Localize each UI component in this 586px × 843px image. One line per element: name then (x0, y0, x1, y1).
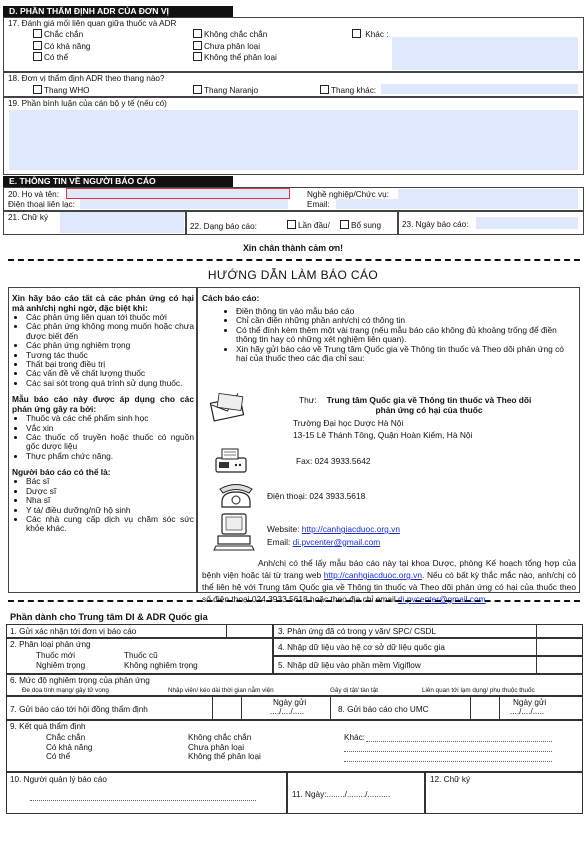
row-9-label: 9. Kết quả thẩm định (10, 722, 86, 731)
website-row (267, 524, 400, 534)
email-link[interactable]: di.pvcenter@gmail.com (292, 537, 381, 547)
date-label: 23. Ngày báo cáo: (402, 220, 469, 229)
row-1-check[interactable] (226, 624, 273, 638)
q17-other[interactable]: Khác : (352, 29, 389, 39)
row-8-label: 8. Gửi báo cáo cho UMC (338, 705, 429, 714)
row-3-label: 3. Phản ứng đã có trong y văn/ SPC/ CSDL (278, 627, 436, 636)
row-9-col1 (46, 733, 92, 762)
row-2-serious[interactable]: Nghiêm trọng (36, 661, 86, 670)
left-list-2 (12, 414, 194, 461)
q17-options-col1 (33, 29, 90, 64)
q18-naranjo[interactable]: Thang Naranjo (193, 85, 258, 95)
list-item: • Các thuốc cổ truyền hoặc thuốc có nguồn gốc dược liệu (26, 433, 194, 452)
list-item: • Xin hãy gửi báo cáo về Trung tâm Quốc gia về Thông tin thuốc và Theo dõi phản ứng có hại của thuốc theo các địa chỉ sau: (236, 345, 576, 364)
row-9-option[interactable]: Có thể (46, 752, 71, 761)
guide-right (202, 293, 576, 363)
row-6-option[interactable]: Nhập viện/ kéo dài thời gian nằm viện (168, 687, 274, 694)
list-item: • Bác sĩ (26, 477, 194, 486)
row-9-option[interactable]: Không chắc chắn (188, 733, 252, 742)
computer-icon (212, 512, 256, 552)
paragraph-email-link[interactable]: di.pvcenter@gmail.com (398, 594, 486, 604)
q17-option[interactable]: Chưa phân loại (193, 41, 277, 53)
list-item: • Chỉ cần điền những phần anh/chị có thông tin (236, 316, 576, 325)
q17-other-field[interactable] (392, 37, 578, 70)
job-field[interactable] (398, 189, 578, 199)
list-item: • Vắc xin (26, 424, 194, 433)
row-3-check[interactable] (536, 624, 583, 638)
row-10-label: 10. Người quản lý báo cáo (10, 775, 107, 784)
row-5-label: 5. Nhập dữ liệu vào phần mềm Vigiflow (278, 661, 421, 670)
row-7-8-divider (330, 696, 331, 720)
q17-option[interactable]: Không thể phân loại (193, 52, 277, 64)
guide-left (12, 293, 194, 534)
q17-option[interactable]: Không chắc chắn (193, 29, 277, 41)
center-title: Phần dành cho Trung tâm DI & ADR Quốc gia (10, 612, 208, 622)
thanks: Xin chân thành cảm ơn! (242, 243, 344, 253)
fax-icon (212, 446, 250, 476)
list-item: • Y tá/ điều dưỡng/nữ hộ sinh (26, 506, 194, 515)
date-field[interactable] (476, 217, 578, 229)
list-item: • Có thể đính kèm thêm một vài trang (nếu mẫu báo cáo không đủ khoảng trống để điền thông tin hay có những xét nghiệm liên quan). (236, 326, 576, 345)
row-9-option[interactable]: Chắc chắn (46, 733, 86, 742)
website-link[interactable]: http://canhgiacduoc.org.vn (301, 524, 401, 534)
q17-option[interactable]: Có thể (33, 52, 90, 64)
row-6-option[interactable]: Liên quan tới lạm dụng/ phụ thuộc thuốc (422, 687, 535, 694)
left-heading-2: Mẫu báo cáo này được áp dụng cho các phản ứng gây ra bởi: (12, 394, 194, 415)
q18-who[interactable]: Thang WHO (33, 85, 90, 95)
list-item: • Thất bại trong điều trị (26, 360, 194, 369)
list-item: • Nha sĩ (26, 496, 194, 505)
name-label: 20. Họ và tên: (8, 190, 59, 199)
row-9-option[interactable]: Có khả năng (46, 742, 93, 752)
row-2-not-serious[interactable]: Không nghiêm trọng (124, 661, 198, 670)
q18-other[interactable]: Thang khác: (320, 85, 376, 95)
row-9-option[interactable]: Không thể phân loại (188, 752, 261, 761)
left-list-1 (12, 313, 194, 388)
row-11-label[interactable]: 11. Ngày:......../......../.......... (292, 790, 391, 799)
list-item: • Các nhà cung cấp dịch vụ chăm sóc sức khỏe khác. (26, 515, 194, 534)
right-heading: Cách báo cáo: (202, 293, 260, 303)
row-6-label: 6. Mức độ nghiêm trọng của phản ứng (10, 676, 150, 685)
type-first[interactable]: Lần đầu/ (287, 220, 330, 230)
list-item: • Các vấn đề về chất lượng thuốc (26, 369, 194, 378)
envelope-icon (208, 392, 248, 422)
download-paragraph: Anh/chị có thể lấy mẫu báo cáo này tại khoa Dược, phòng Kế hoạch tổng hợp của bệnh viện hoặc tải từ trang web http://canhgiacduoc.org.vn. Nếu có bất kỳ thắc mắc nào, anh/chị có thể liên hệ với Trung tâm Quốc gia về Thông tin thuốc và Theo dõi phản ứng có hại của thuốc theo số điện thoại 024 3933 5618 hoặc theo địa chỉ email di.pvcenter@gmail.com. (202, 558, 576, 604)
q18-label: 18. Đơn vị thẩm định ADR theo thang nào? (8, 74, 165, 83)
row-9-col2 (188, 733, 261, 762)
list-item: • Dược sĩ (26, 487, 194, 496)
phone-number: Điện thoại: 024 3933.5618 (267, 491, 366, 501)
q19-label: 19. Phần bình luận của cán bộ y tế (nếu có) (8, 99, 167, 108)
row-9-other: Khác: (344, 733, 365, 742)
q18-other-field[interactable] (381, 84, 578, 94)
row-2-label: 2. Phân loại phản ứng (10, 640, 91, 649)
sign-field[interactable] (60, 212, 184, 233)
list-item: • Các phản ứng liên quan tới thuốc mới (26, 313, 194, 322)
left-heading-3: Người báo cáo có thể là: (12, 467, 111, 478)
row-2-new[interactable]: Thuốc mới (36, 651, 76, 660)
section-e-header: E. THÔNG TIN VỀ NGƯỜI BÁO CÁO (3, 176, 233, 187)
list-item: • Tương tác thuốc (26, 351, 194, 360)
list-item: • Các phản ứng không mong muốn hoặc chưa được biết đến (26, 322, 194, 341)
row-8-date-label: Ngày gửi (513, 698, 547, 707)
row-12-label: 12. Chữ ký (430, 775, 471, 784)
row-9-other-line[interactable] (344, 761, 552, 762)
website-label: Website: (267, 524, 300, 534)
row-9-box (6, 720, 583, 772)
row-4-check[interactable] (536, 638, 583, 656)
section-d-header: D. PHẦN THẨM ĐỊNH ADR CỦA ĐƠN VỊ (3, 6, 233, 17)
list-item: • Thuốc và các chế phẩm sinh học (26, 414, 194, 423)
row-4-label: 4. Nhập dữ liệu vào hệ cơ sở dữ liệu quốc gia (278, 643, 445, 652)
left-heading-1: Xin hãy báo cáo tất cả các phản ứng có hại mà anh/chị nghi ngờ, đặc biệt khi: (12, 293, 194, 313)
q19-comment-field[interactable] (9, 110, 578, 170)
mail-prefix: Thư: (299, 395, 317, 405)
list-item: • Thực phẩm chức năng. (26, 452, 194, 461)
email-row (267, 537, 380, 547)
list-item: • Điền thông tin vào mẫu báo cáo (236, 307, 576, 316)
q17-options-col2 (193, 29, 277, 64)
row-2-old[interactable]: Thuốc cũ (124, 651, 158, 660)
guide-title: HƯỚNG DẪN LÀM BÁO CÁO (207, 268, 379, 282)
row-8-date-value[interactable]: ..../..../..... (510, 707, 545, 716)
row-7-date-label: Ngày gửi (273, 698, 307, 707)
row-7-check[interactable] (212, 696, 242, 720)
row-1-label: 1. Gửi xác nhận tới đơn vị báo cáo (10, 627, 137, 636)
job-label: Nghề nghiệp/Chức vụ: (307, 190, 389, 199)
email-label: Email: (307, 200, 330, 209)
mail-org: Trung tâm Quốc gia về Thông tin thuốc và Theo dõi phản ứng có hại của thuốc (326, 395, 532, 415)
q17-label: 17. Đánh giá mối liên quan giữa thuốc và ADR (8, 19, 177, 28)
email-contact-label: Email: (267, 537, 291, 547)
row-9-other-line[interactable] (344, 751, 552, 752)
row-7-date-value[interactable]: ..../..../..... (270, 707, 305, 716)
list-item: • Các phản ứng nghiêm trọng (26, 341, 194, 350)
list-item: • Các sai sót trong quá trình sử dụng thuốc. (26, 379, 194, 388)
right-list (202, 307, 576, 363)
paragraph-website-link[interactable]: http://canhgiacduoc.org.vn (323, 570, 423, 580)
phone-field[interactable] (80, 199, 288, 209)
type-extra[interactable]: Bổ sung (340, 220, 381, 230)
row-9-option[interactable]: Chưa phân loại (188, 742, 245, 752)
mail-school: Trường Đại học Dược Hà Nội (293, 418, 404, 428)
row-5-check[interactable] (536, 656, 583, 674)
divider (8, 600, 580, 602)
divider (8, 259, 580, 261)
mail-address: 13-15 Lê Thánh Tông, Quận Hoàn Kiếm, Hà Nội (293, 430, 473, 440)
phone-label: Điện thoại liên lạc: (8, 200, 75, 209)
telephone-icon (218, 480, 254, 510)
row-8-check[interactable] (470, 696, 500, 720)
email-field[interactable] (336, 199, 578, 209)
row-6-option[interactable]: Gây dị tật/ tàn tật (330, 687, 378, 694)
row-10-line[interactable] (30, 800, 256, 801)
sign-label: 21. Chữ ký (8, 213, 49, 222)
q17-option[interactable]: Chắc chắn (33, 29, 90, 41)
row-9-other-line[interactable] (366, 741, 552, 742)
row-6-option[interactable]: Đe dọa tính mạng/ gây tử vong (22, 687, 109, 694)
row-7-label: 7. Gửi báo cáo tới hội đồng thẩm định (10, 705, 148, 714)
left-list-3 (12, 477, 194, 533)
fax-number: Fax: 024 3933.5642 (296, 456, 371, 466)
name-field[interactable] (66, 188, 290, 199)
type-label: 22. Dạng báo cáo: (190, 222, 257, 231)
q17-option[interactable]: Có khả năng (33, 41, 90, 53)
